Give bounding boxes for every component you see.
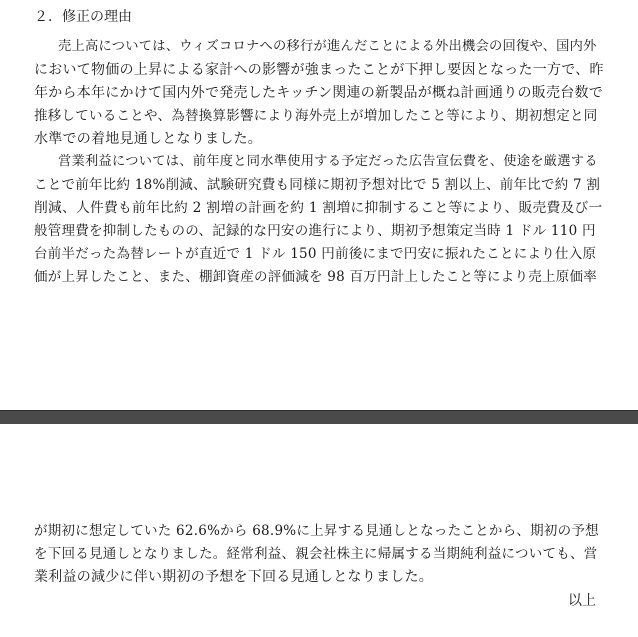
paragraph-2-line: 削減、人件費も前年比約 2 割増の計画を約 1 割増に抑制すること等により、販売費及び一	[34, 200, 603, 216]
paragraph-2-continued-line: 業利益の減少に伴い期初の予想を下回る見通しとなりました。	[34, 569, 433, 585]
paragraph-1-line: 年から本年にかけて国内外で発売したキッチン関連の新製品が概ね計画通りの販売台数で	[34, 85, 604, 101]
paragraph-2-line: 般管理費を抑制したものの、記録的な円安の進行により、期初予想策定当時 1 ドル 110 円	[34, 223, 596, 239]
paragraph-2-continued-line: が期初に想定していた 62.6%から 68.9%に上昇する見通しとなったことから、期初の予想	[34, 523, 599, 539]
paragraph-1-line: 売上高については、ウィズコロナへの移行が進んだことによる外出機会の回復や、国内外	[58, 39, 597, 54]
paragraph-2-line: ことで前年比約 18%削減、試験研究費も同様に期初予想対比で 5 割以上、前年比で約 7 割	[34, 177, 601, 193]
section-heading: ２．修正の理由	[34, 9, 132, 25]
closing-mark: 以上	[568, 593, 596, 609]
paragraph-2-continued-line: を下回る見通しとなりました。経常利益、親会社株主に帰属する当期純利益についても、営	[34, 546, 598, 562]
paragraph-2-line: 台前半だった為替レートが直近で 1 ドル 150 円前後にまで円安に振れたことにより仕入原	[34, 246, 597, 262]
paragraph-1-line: 水準での着地見通しとなりました。	[34, 131, 262, 147]
paragraph-2-line: 価が上昇したこと、また、棚卸資産の評価減を 98 百万円計上したこと等により売上原価率	[34, 269, 598, 285]
document-page-bottom	[0, 424, 638, 637]
paragraph-1-line: 推移していることや、為替換算影響により海外売上が増加したこと等により、期初想定と同	[34, 108, 598, 124]
paragraph-1-line: において物価の上昇による家計への影響が強まったことが下押し要因となった一方で、昨	[34, 62, 604, 78]
paragraph-2-line: 営業利益については、前年度と同水準使用する予定だった広告宣伝費を、使途を厳選する	[58, 154, 598, 169]
